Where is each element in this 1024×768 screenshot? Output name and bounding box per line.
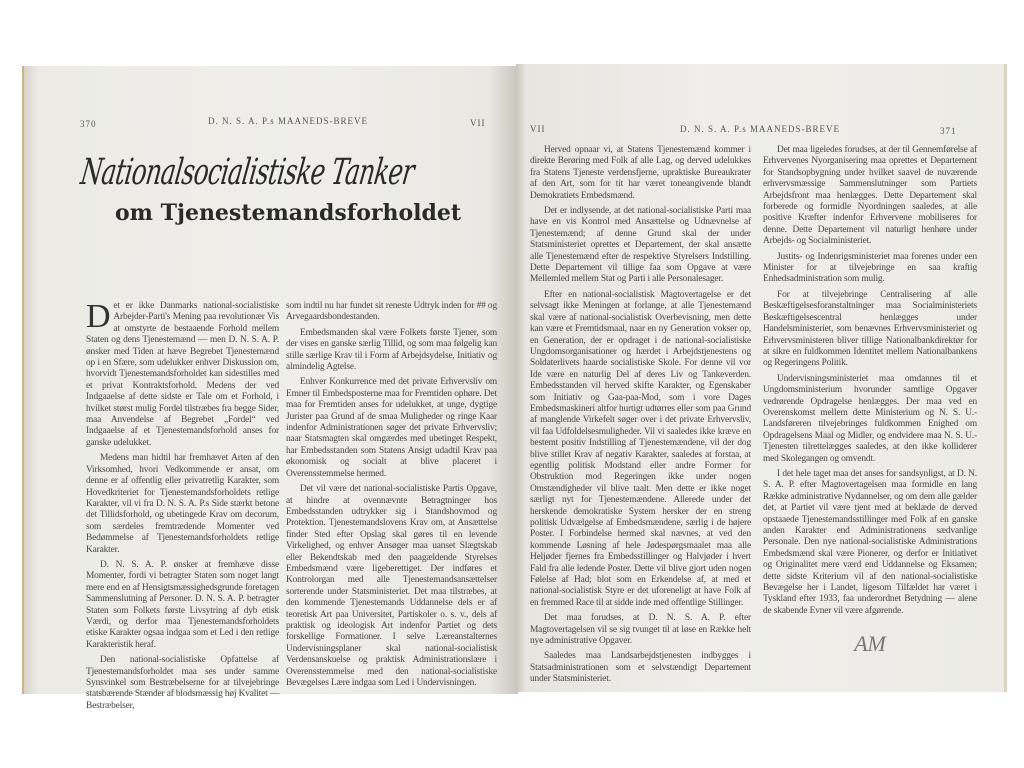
right-column-2	[763, 145, 977, 657]
page-number-left: 370	[80, 119, 97, 129]
paragraph: Herved opnaar vi, at Statens Tjenestemænd kommer i direkte Berøring med Folk af alle Lag, og derved udelukkes fra Statens Tjeneste verdensfjerne, upraktiske Bureaukrater af den Art, som for tit har været toneangivende blandt Demokratiets Embedsmænd.	[530, 145, 751, 201]
article-subtitle: om Tjenestemandsforholdet	[115, 200, 462, 226]
left-column-2	[286, 301, 497, 693]
running-head-left: D. N. S. A. P.s MAANEDS-BREVE	[208, 116, 369, 126]
running-head-right: D. N. S. A. P.s MAANEDS-BREVE	[680, 124, 841, 134]
paragraph: D. N. S. A. P. ønsker at fremhæve disse Momenter, fordi vi betragter Staten som noget langt mere end en af Hensigtsmæssighedsgrunde foretagen Sammenslutning af Personer. D. N. S. A. P. betragter Staten som Folkets første Livsytring af dyb etisk Værdi, og derfor maa Tjenestemandsforholdets etiske Karakter ogsaa indgaa som et Led i den retlige Karakteristik heraf.	[86, 559, 279, 650]
article-title: Nationalsocialistiske Tanker	[78, 152, 417, 193]
paragraph: Det er indlysende, at det national-socialistiske Parti maa have en vis Kontrol med Ansættelse og Udnævnelse af Tjenestemænd; af denne Grund skal der under Statsministeriet oprettes et Departement, der skal ansætte alle Tjenestemænd efter de respektive Styrelsers Indstilling. Dette Departement vil tillige faa som Opgave at være Mellemled mellem Stat og Parti i alle Personalesager.	[530, 206, 751, 285]
paragraph: Justits- og Indenrigsministeriet maa forenes under een Minister for at tilvejebringe en saa kraftig Enhedsadministration som mulig.	[763, 251, 977, 285]
ornament-monogram: AM	[854, 631, 886, 657]
paragraph: Undervisningsministeriet maa omdannes til et Ungdomsministerium hvorunder samtlige Opgaver vedrørende Opdragelse henlægges. Der maa ved en Overenskomst mellem dette Ministerium og N. S. U.-Landsføreren tilvejebringes fuldkommen Enighed om Opdragelsens Maal og Midler, og endvidere maa N. S. U.-Tjenesten tilrettelægges saaledes, at den ikke kolliderer med Skolegangen og omvendt.	[763, 373, 977, 464]
paragraph: Det maa ligeledes forudses, at der til Gennemførelse af Erhvervenes Nyorganisering maa oprettes et Departement for Standsopbygning under hvilket saavel de nuværende erhvervsmæssige Sammenslutninger som Partiets Arbejdsfront maa henlægges. Dette Departement skal forberede og formidle Nyordningen saaledes, at alle positive Kræfter indenfor Erhvervene mobiliseres for denne. Dette Departement vil naturligt henhøre under Arbejds- og Socialministeriet.	[763, 145, 977, 247]
volume-left: VII	[470, 118, 486, 128]
page-number-right: 371	[940, 126, 957, 136]
paragraph: som indtil nu har fundet sit reneste Udtryk inden for ## og Arvegaardsbondestanden.	[286, 301, 497, 323]
paragraph: Den national-socialistiske Opfattelse af Tjenestemandsforholdet maa ses under samme Synsvinkel som Bestræbelserne for at tilvejebringe statsbærende Stænder af blodsmæssig høj Kvalitet — Bestræbelser,	[86, 655, 280, 711]
volume-right: VII	[530, 124, 546, 134]
paragraph: Efter en national-socialistisk Magtovertagelse er det selvsagt ikke Meningen at forlange, at alle Tjenestemænd skal være af national-socialistisk Overbevisning, men dette kan være et Fremtidsmaal, naar en ny Generation vokser op, en Generation, der er opdraget i de national-socialistiske Ungdomsorganisationer og hærdet i Arbejdstjenestens og Soldaterlivets haarde socialistiske Skole. For denne vil vor Ide være en naturlig Del af deres Liv og Tankeverden. Embedsstanden vil herved skifte Karakter, og Egenskaber som Initiativ og Gaa-paa-Mod, som i vore Dages Embedsmaskineri altfor hurtigt udtørres eller som paa Grund af manglende Virkefelt søger over i det private Erhvervsliv, vil faa Udfoldelsesmuligheder. Vil vi saaledes ikke kræve en bestemt positiv Indstilling af Tjenestemændene, vil der dog blive stillet Krav af negativ Karakter, saaledes at forstaa, at egentlig politisk Modstand eller andre Former for Obstruktion mod Regeringen ikke under nogen Omstændigheder vil blive taalt. Men dette er ikke noget særligt nyt for Tjenestemændene. Allerede under det herskende demokratiske System hersker der en streng politisk Udvælgelse af Embedsmændene, særlig i de højere Poster. I Forbindelse hermed skal nævnes, at ved den kommende Løsning af hele Jødespørgsmaalet maa alle Heljøder fjernes fra Embedsstillinger og Halvjøder i hvert Fald fra alle ledende Poster. Dette vil blive gjort uden nogen Følelse af Had; blot som en Erkendelse af, at med et national-socialistisk Styre er det uforeneligt at have Folk af en fremmed Race til at sidde inde med offentlige Stillinger.	[530, 289, 751, 608]
paragraph: Medens man hidtil har fremhævet Arten af den Virksomhed, hvori Vedkommende er ansat, om denne er af offentlig eller privatretlig Karakter, som Hovedkriteriet for Tjenestemandsforholdets retlige Karakter, vil vi fra D. N. S. A. P.s Side stærkt betone det Tillidsforhold, og ubetingede Krav om decorum, som særdeles fremtrædende Momenter ved Bedømmelse af Tjenestemandsforholdets retlige Karakter.	[86, 453, 279, 555]
paragraph: Det vil være det national-socialistiske Partis Opgave, at hindre at ovennævnte Betragtninger hos Embedsstanden udtrykker sig i Standshovmod og Protektion. Tjenestemandslovens Krav om, at Ansættelse finder Sted efter Opslag skal gøres til en levende Virkelighed, og enhver Ansøger maa uanset Slægtskab eller Bekendtskab med den paagældende Styrelses Embedsmænd være ligeberettiget. Der indføres et Kontrolorgan med alle Tjenestemandsansættelser sorterende under Statsministeriet. Det maa tilstræbes, at den kommende Tjenestemands Uddannelse dels er af teoretisk Art paa Universitet, Partiskoler o. s. v., dels af praktisk og ideologisk Art indenfor Partiet og dets forskellige Formationer. I selve Læreanstalternes Undervisningsplaner skal national-socialistisk Verdensanskuelse og praktisk Administrationslære i Overensstemmelse med den national-socialistiske Bevægelses Lære indgaa som Led i Undervisningen.	[286, 484, 497, 688]
paragraph: Det maa forudses, at D. N. S. A. P. efter Magtovertagelsen vil se sig tvunget til at løse en Række helt nye administrative Opgaver.	[530, 613, 751, 647]
paragraph: Saaledes maa Landsarbejdstjenesten indbygges i Statsadministrationen som et selvstændigt Departement under Statsministeriet.	[530, 651, 751, 685]
paragraph: Embedsmanden skal være Folkets første Tjener, som der vises en ganske særlig Tillid, og som maa følgelig kan stille særlige Krav til i Form af Arbejdsydelse, Initiativ og almindelig Agtelse.	[286, 327, 497, 373]
drop-cap: D	[86, 298, 111, 335]
right-column-1	[530, 145, 751, 690]
left-column-1	[86, 298, 280, 716]
paragraph: I det hele taget maa det anses for sandsynligst, at D. N. S. A. P. efter Magtovertagelsen maa formidle en lang Række administrative Nydannelser, og om dem alle gælder det, at Partiet vil være tjent med at beklæde de derved opstaaede Tjenestemandsstillinger med Folk af en ganske anden Karakter end Administrationens sædvanlige Personale. Den nye national-socialistiske Administrations Embedsmænd skal være Pionerer, og derfor er Initiativet og Originalitet mere værd end Uddannelse og Eksamen; dette sidste Kriterium vil af den national-socialistiske Bevægelse her i Landet, ligesom Tilfældet har været i Tyskland efter 1933, faa underordnet Betydning — alene de skabende Evner vil være afgørende.	[763, 468, 977, 616]
paragraph: For at tilvejebringe Centralisering af alle Beskæftigelsesforanstaltninger maa Socialministeriets Beskæftigelsescentral henlægges under Handelsministeriet, som benævnes Erhvervsministeriet og Erhvervsministeren bliver tillige Nationalbankdirektør for at sikre en fuldkommen Identitet mellem Nationalbankens og Regeringens Politik.	[763, 289, 977, 369]
paragraph: Enhver Konkurrence med det private Erhvervsliv om Emner til Embedsposterne maa for Fremtiden ophøre. Det maa for Fremtiden anses for udelukket, at unge, dygtige Jurister paa Grund af de smaa Muligheder og ringe Kaar indenfor Administrationen søger det private Erhvervsliv; naar Statsmagten skal omgærdes med ubetinget Respekt, har Embedsstanden som Statens Ansigt udadtil Krav paa økonomisk og socialt at blive placeret i Overensstemmelse hermed.	[286, 377, 497, 479]
paragraph	[86, 298, 279, 449]
paragraph-text: et er ikke Danmarks national-socialistiske Arbejder-Parti's Mening paa revolutionær Vis at omstyrte de bestaaende Forhold mellem Staten og dens Tjenestemænd — men D. N. S. A. P. ønsker med Tiden at hæve Begrebet Tjenestemænd op i en Sfære, som udelukker enhver Diskussion om, hvorvidt Tjenestemandsforholdet kan sidestilles med et privat Kontraktsforhold. Medens der ved Indgaaelse af dette sidste er Tale om et Forhold, i hvilket størst mulig Fordel tilstræbes fra begge Sider, maa Anvendelse af Begrebet „Fordel“ ved Indgaaelse af et Tjenestemandsforhold anses for ganske udelukket.	[86, 301, 279, 448]
